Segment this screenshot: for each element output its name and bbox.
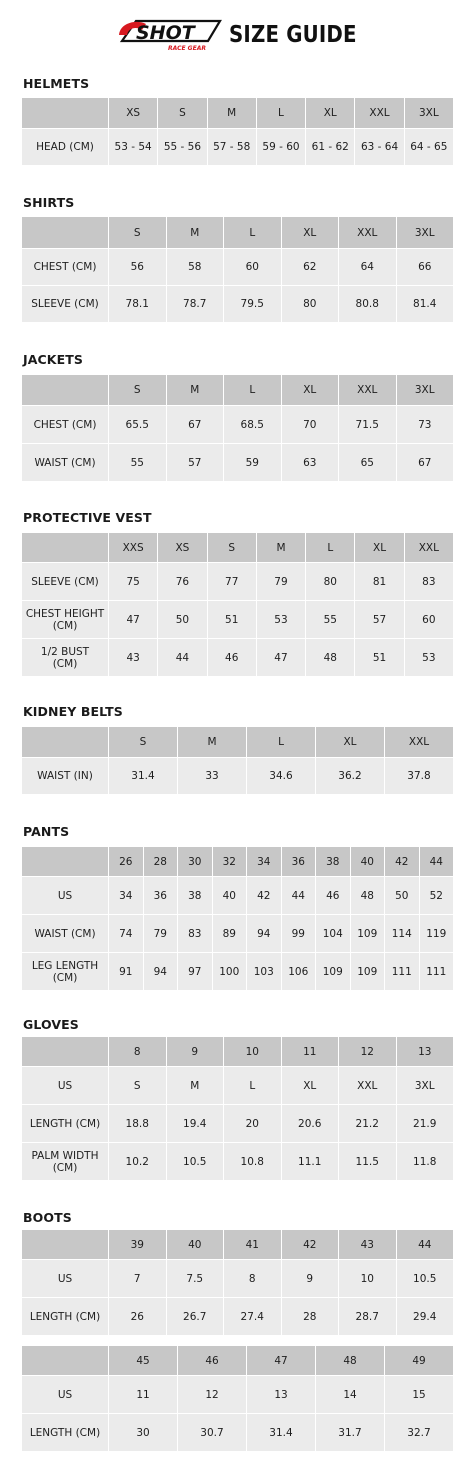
size-header-cell: M	[178, 727, 247, 758]
measurement-value: 109	[350, 953, 385, 991]
measurement-value: 53	[404, 639, 453, 677]
measurement-value: 40	[212, 877, 247, 915]
measurement-value: 63	[281, 444, 339, 482]
measurement-value: 66	[396, 249, 454, 286]
table-header-row	[22, 847, 454, 877]
measurement-value: 103	[247, 953, 282, 991]
measurement-value: 51	[207, 601, 256, 639]
size-header-cell: 3XL	[396, 217, 454, 249]
table-row	[22, 1260, 454, 1298]
measurement-value: 58	[166, 249, 224, 286]
measurement-value: XL	[281, 1067, 339, 1105]
measurement-label: CHEST (CM)	[22, 406, 109, 444]
table-row	[22, 1298, 454, 1336]
measurement-label: WAIST (IN)	[22, 758, 109, 795]
measurement-value: 20.6	[281, 1105, 339, 1143]
measurement-value: 56	[109, 249, 167, 286]
measurement-label: LENGTH (CM)	[22, 1105, 109, 1143]
measurement-value: 67	[396, 444, 454, 482]
measurement-value: 9	[281, 1260, 339, 1298]
measurement-value: 106	[281, 953, 316, 991]
measurement-label: LEG LENGTH (CM)	[22, 953, 109, 991]
measurement-value: XXL	[339, 1067, 397, 1105]
table-row	[22, 953, 454, 991]
measurement-value: 53 - 54	[109, 129, 158, 166]
page-title: SIZE GUIDE	[229, 22, 357, 48]
measurement-value: 109	[316, 953, 351, 991]
shirts-section-title: SHIRTS	[23, 195, 75, 210]
measurement-value: 64	[339, 249, 397, 286]
boots-size-table	[21, 1345, 454, 1452]
measurement-value: 65	[339, 444, 397, 482]
header-corner-cell	[22, 847, 109, 877]
measurement-value: 77	[207, 563, 256, 601]
pants-section-title: PANTS	[23, 824, 70, 839]
size-header-cell: M	[207, 98, 256, 129]
table-header-row	[22, 727, 454, 758]
measurement-label: US	[22, 1376, 109, 1414]
size-header-cell: XXS	[109, 533, 158, 563]
measurement-value: 11.1	[281, 1143, 339, 1181]
measurement-label: US	[22, 1067, 109, 1105]
measurement-value: 28	[281, 1298, 339, 1336]
measurement-label: US	[22, 1260, 109, 1298]
measurement-value: 36	[143, 877, 178, 915]
helmets-size-table	[21, 97, 454, 166]
measurement-value: 26.7	[166, 1298, 224, 1336]
size-header-cell: 36	[281, 847, 316, 877]
measurement-value: 57	[355, 601, 404, 639]
table-row	[22, 758, 454, 795]
logo-text: SHOT	[136, 22, 195, 44]
table-header-row	[22, 1346, 454, 1376]
measurement-value: 79.5	[224, 286, 282, 323]
header-corner-cell	[22, 98, 109, 129]
measurement-value: 64 - 65	[404, 129, 453, 166]
table-row	[22, 129, 454, 166]
measurement-value: 28.7	[339, 1298, 397, 1336]
measurement-value: 114	[385, 915, 420, 953]
size-header-cell: 46	[178, 1346, 247, 1376]
size-header-cell: S	[207, 533, 256, 563]
measurement-value: 21.2	[339, 1105, 397, 1143]
measurement-value: 119	[419, 915, 454, 953]
measurement-label: HEAD (CM)	[22, 129, 109, 166]
measurement-value: 10.2	[109, 1143, 167, 1181]
measurement-label: US	[22, 877, 109, 915]
measurement-value: 47	[109, 601, 158, 639]
measurement-value: 11	[109, 1376, 178, 1414]
measurement-value: 111	[419, 953, 454, 991]
size-header-cell: 9	[166, 1037, 224, 1067]
size-header-cell: L	[224, 217, 282, 249]
measurement-value: 30.7	[178, 1414, 247, 1452]
measurement-value: 59	[224, 444, 282, 482]
jackets-section-title: JACKETS	[23, 352, 83, 367]
measurement-value: 78.7	[166, 286, 224, 323]
measurement-value: 68.5	[224, 406, 282, 444]
size-header-cell: 12	[339, 1037, 397, 1067]
measurement-value: 80	[281, 286, 339, 323]
kidney-belts-section-title: KIDNEY BELTS	[23, 704, 123, 719]
logo-tagline: RACE GEAR	[168, 45, 206, 52]
measurement-value: 14	[316, 1376, 385, 1414]
header-corner-cell	[22, 727, 109, 758]
measurement-value: 20	[224, 1105, 282, 1143]
measurement-value: 65.5	[109, 406, 167, 444]
table-header-row	[22, 375, 454, 406]
gloves-size-table	[21, 1036, 454, 1181]
measurement-value: 63 - 64	[355, 129, 404, 166]
size-header-cell: M	[256, 533, 305, 563]
size-header-cell: XS	[109, 98, 158, 129]
size-header-cell: 11	[281, 1037, 339, 1067]
measurement-value: 62	[281, 249, 339, 286]
table-header-row	[22, 533, 454, 563]
measurement-value: 57	[166, 444, 224, 482]
size-header-cell: XL	[281, 217, 339, 249]
size-header-cell: 43	[339, 1230, 397, 1260]
jackets-size-table	[21, 374, 454, 482]
table-row	[22, 406, 454, 444]
measurement-label: CHEST (CM)	[22, 249, 109, 286]
measurement-value: 3XL	[396, 1067, 454, 1105]
measurement-value: 71.5	[339, 406, 397, 444]
measurement-label: LENGTH (CM)	[22, 1414, 109, 1452]
measurement-value: 32.7	[385, 1414, 454, 1452]
table-row	[22, 915, 454, 953]
size-header-cell: 3XL	[396, 375, 454, 406]
measurement-value: 79	[256, 563, 305, 601]
measurement-value: 30	[109, 1414, 178, 1452]
measurement-value: 94	[247, 915, 282, 953]
size-header-cell: S	[158, 98, 207, 129]
page-header	[0, 0, 474, 72]
measurement-value: 43	[109, 639, 158, 677]
measurement-label: 1/2 BUST (CM)	[22, 639, 109, 677]
measurement-label: SLEEVE (CM)	[22, 563, 109, 601]
measurement-value: 50	[385, 877, 420, 915]
measurement-value: L	[224, 1067, 282, 1105]
measurement-value: 47	[256, 639, 305, 677]
measurement-value: 42	[247, 877, 282, 915]
size-header-cell: 13	[396, 1037, 454, 1067]
measurement-value: 55	[306, 601, 355, 639]
size-header-cell: S	[109, 375, 167, 406]
size-header-cell: 40	[166, 1230, 224, 1260]
measurement-value: 46	[207, 639, 256, 677]
size-header-cell: M	[166, 375, 224, 406]
size-header-cell: L	[256, 98, 305, 129]
size-header-cell: M	[166, 217, 224, 249]
measurement-value: 55 - 56	[158, 129, 207, 166]
size-header-cell: XXL	[385, 727, 454, 758]
measurement-value: 97	[178, 953, 213, 991]
size-header-cell: XL	[355, 533, 404, 563]
measurement-value: 100	[212, 953, 247, 991]
size-header-cell: 8	[109, 1037, 167, 1067]
size-header-cell: 30	[178, 847, 213, 877]
size-header-cell: 39	[109, 1230, 167, 1260]
boots-size-table	[21, 1229, 454, 1336]
size-header-cell: 26	[109, 847, 144, 877]
header-corner-cell	[22, 217, 109, 249]
table-row	[22, 444, 454, 482]
measurement-value: 81.4	[396, 286, 454, 323]
measurement-value: 99	[281, 915, 316, 953]
brand-logo	[116, 15, 222, 55]
measurement-value: 111	[385, 953, 420, 991]
size-header-cell: XXL	[404, 533, 453, 563]
measurement-value: 76	[158, 563, 207, 601]
measurement-value: 31.4	[247, 1414, 316, 1452]
size-header-cell: 48	[316, 1346, 385, 1376]
size-header-cell: 42	[385, 847, 420, 877]
boots-section-title: BOOTS	[23, 1210, 72, 1225]
header-corner-cell	[22, 1037, 109, 1067]
measurement-value: 46	[316, 877, 351, 915]
measurement-value: 51	[355, 639, 404, 677]
measurement-value: S	[109, 1067, 167, 1105]
size-header-cell: 45	[109, 1346, 178, 1376]
measurement-value: 11.8	[396, 1143, 454, 1181]
table-row	[22, 286, 454, 323]
measurement-value: 48	[350, 877, 385, 915]
measurement-value: 10.5	[396, 1260, 454, 1298]
size-header-cell: 42	[281, 1230, 339, 1260]
table-header-row	[22, 1230, 454, 1260]
measurement-value: 83	[404, 563, 453, 601]
measurement-value: 27.4	[224, 1298, 282, 1336]
measurement-label: CHEST HEIGHT (CM)	[22, 601, 109, 639]
measurement-value: 50	[158, 601, 207, 639]
pants-size-table	[21, 846, 454, 991]
size-header-cell: XXL	[339, 217, 397, 249]
measurement-value: 80.8	[339, 286, 397, 323]
table-row	[22, 1376, 454, 1414]
size-header-cell: 44	[419, 847, 454, 877]
measurement-label: LENGTH (CM)	[22, 1298, 109, 1336]
measurement-value: 44	[158, 639, 207, 677]
measurement-value: 31.4	[109, 758, 178, 795]
measurement-value: 11.5	[339, 1143, 397, 1181]
measurement-value: 73	[396, 406, 454, 444]
measurement-value: 74	[109, 915, 144, 953]
size-header-cell: XL	[281, 375, 339, 406]
size-header-cell: XL	[316, 727, 385, 758]
measurement-value: 38	[178, 877, 213, 915]
size-header-cell: S	[109, 217, 167, 249]
table-header-row	[22, 1037, 454, 1067]
measurement-value: 10	[339, 1260, 397, 1298]
measurement-value: 48	[306, 639, 355, 677]
table-row	[22, 601, 454, 639]
measurement-value: 7.5	[166, 1260, 224, 1298]
measurement-value: 109	[350, 915, 385, 953]
measurement-value: 78.1	[109, 286, 167, 323]
gloves-section-title: GLOVES	[23, 1017, 79, 1032]
measurement-value: 70	[281, 406, 339, 444]
measurement-value: 18.8	[109, 1105, 167, 1143]
measurement-label: WAIST (CM)	[22, 915, 109, 953]
measurement-value: 10.5	[166, 1143, 224, 1181]
measurement-value: 79	[143, 915, 178, 953]
measurement-value: M	[166, 1067, 224, 1105]
measurement-value: 19.4	[166, 1105, 224, 1143]
measurement-value: 80	[306, 563, 355, 601]
measurement-value: 36.2	[316, 758, 385, 795]
measurement-value: 60	[404, 601, 453, 639]
table-row	[22, 1105, 454, 1143]
kidney-belts-size-table	[21, 726, 454, 795]
protective-vest-size-table	[21, 532, 454, 677]
measurement-value: 26	[109, 1298, 167, 1336]
table-row	[22, 877, 454, 915]
size-header-cell: 40	[350, 847, 385, 877]
measurement-label: WAIST (CM)	[22, 444, 109, 482]
table-row	[22, 1067, 454, 1105]
measurement-value: 44	[281, 877, 316, 915]
measurement-value: 7	[109, 1260, 167, 1298]
size-header-cell: 41	[224, 1230, 282, 1260]
measurement-value: 55	[109, 444, 167, 482]
size-header-cell: XL	[306, 98, 355, 129]
measurement-value: 75	[109, 563, 158, 601]
measurement-value: 21.9	[396, 1105, 454, 1143]
measurement-value: 37.8	[385, 758, 454, 795]
size-header-cell: XS	[158, 533, 207, 563]
table-row	[22, 1143, 454, 1181]
measurement-value: 89	[212, 915, 247, 953]
size-header-cell: 34	[247, 847, 282, 877]
measurement-label: SLEEVE (CM)	[22, 286, 109, 323]
table-row	[22, 249, 454, 286]
measurement-value: 57 - 58	[207, 129, 256, 166]
measurement-value: 34	[109, 877, 144, 915]
size-header-cell: 3XL	[404, 98, 453, 129]
size-header-cell: 49	[385, 1346, 454, 1376]
size-header-cell: S	[109, 727, 178, 758]
measurement-value: 31.7	[316, 1414, 385, 1452]
header-corner-cell	[22, 533, 109, 563]
table-header-row	[22, 98, 454, 129]
measurement-value: 8	[224, 1260, 282, 1298]
measurement-value: 13	[247, 1376, 316, 1414]
protective-vest-section-title: PROTECTIVE VEST	[23, 510, 152, 525]
measurement-value: 59 - 60	[256, 129, 305, 166]
size-header-cell: 38	[316, 847, 351, 877]
measurement-value: 12	[178, 1376, 247, 1414]
size-header-cell: L	[224, 375, 282, 406]
table-row	[22, 1414, 454, 1452]
table-row	[22, 639, 454, 677]
size-header-cell: XXL	[355, 98, 404, 129]
shirts-size-table	[21, 216, 454, 323]
measurement-value: 29.4	[396, 1298, 454, 1336]
size-header-cell: 10	[224, 1037, 282, 1067]
size-header-cell: 32	[212, 847, 247, 877]
measurement-value: 53	[256, 601, 305, 639]
measurement-value: 83	[178, 915, 213, 953]
measurement-value: 10.8	[224, 1143, 282, 1181]
measurement-value: 104	[316, 915, 351, 953]
header-corner-cell	[22, 1230, 109, 1260]
helmets-section-title: HELMETS	[23, 76, 90, 91]
measurement-value: 81	[355, 563, 404, 601]
size-header-cell: 47	[247, 1346, 316, 1376]
table-header-row	[22, 217, 454, 249]
measurement-value: 60	[224, 249, 282, 286]
measurement-value: 91	[109, 953, 144, 991]
measurement-value: 61 - 62	[306, 129, 355, 166]
size-header-cell: XXL	[339, 375, 397, 406]
size-header-cell: 28	[143, 847, 178, 877]
table-row	[22, 563, 454, 601]
measurement-value: 52	[419, 877, 454, 915]
size-header-cell: L	[306, 533, 355, 563]
header-corner-cell	[22, 375, 109, 406]
measurement-label: PALM WIDTH (CM)	[22, 1143, 109, 1181]
measurement-value: 67	[166, 406, 224, 444]
size-header-cell: L	[247, 727, 316, 758]
measurement-value: 33	[178, 758, 247, 795]
measurement-value: 15	[385, 1376, 454, 1414]
size-header-cell: 44	[396, 1230, 454, 1260]
measurement-value: 34.6	[247, 758, 316, 795]
header-corner-cell	[22, 1346, 109, 1376]
measurement-value: 94	[143, 953, 178, 991]
